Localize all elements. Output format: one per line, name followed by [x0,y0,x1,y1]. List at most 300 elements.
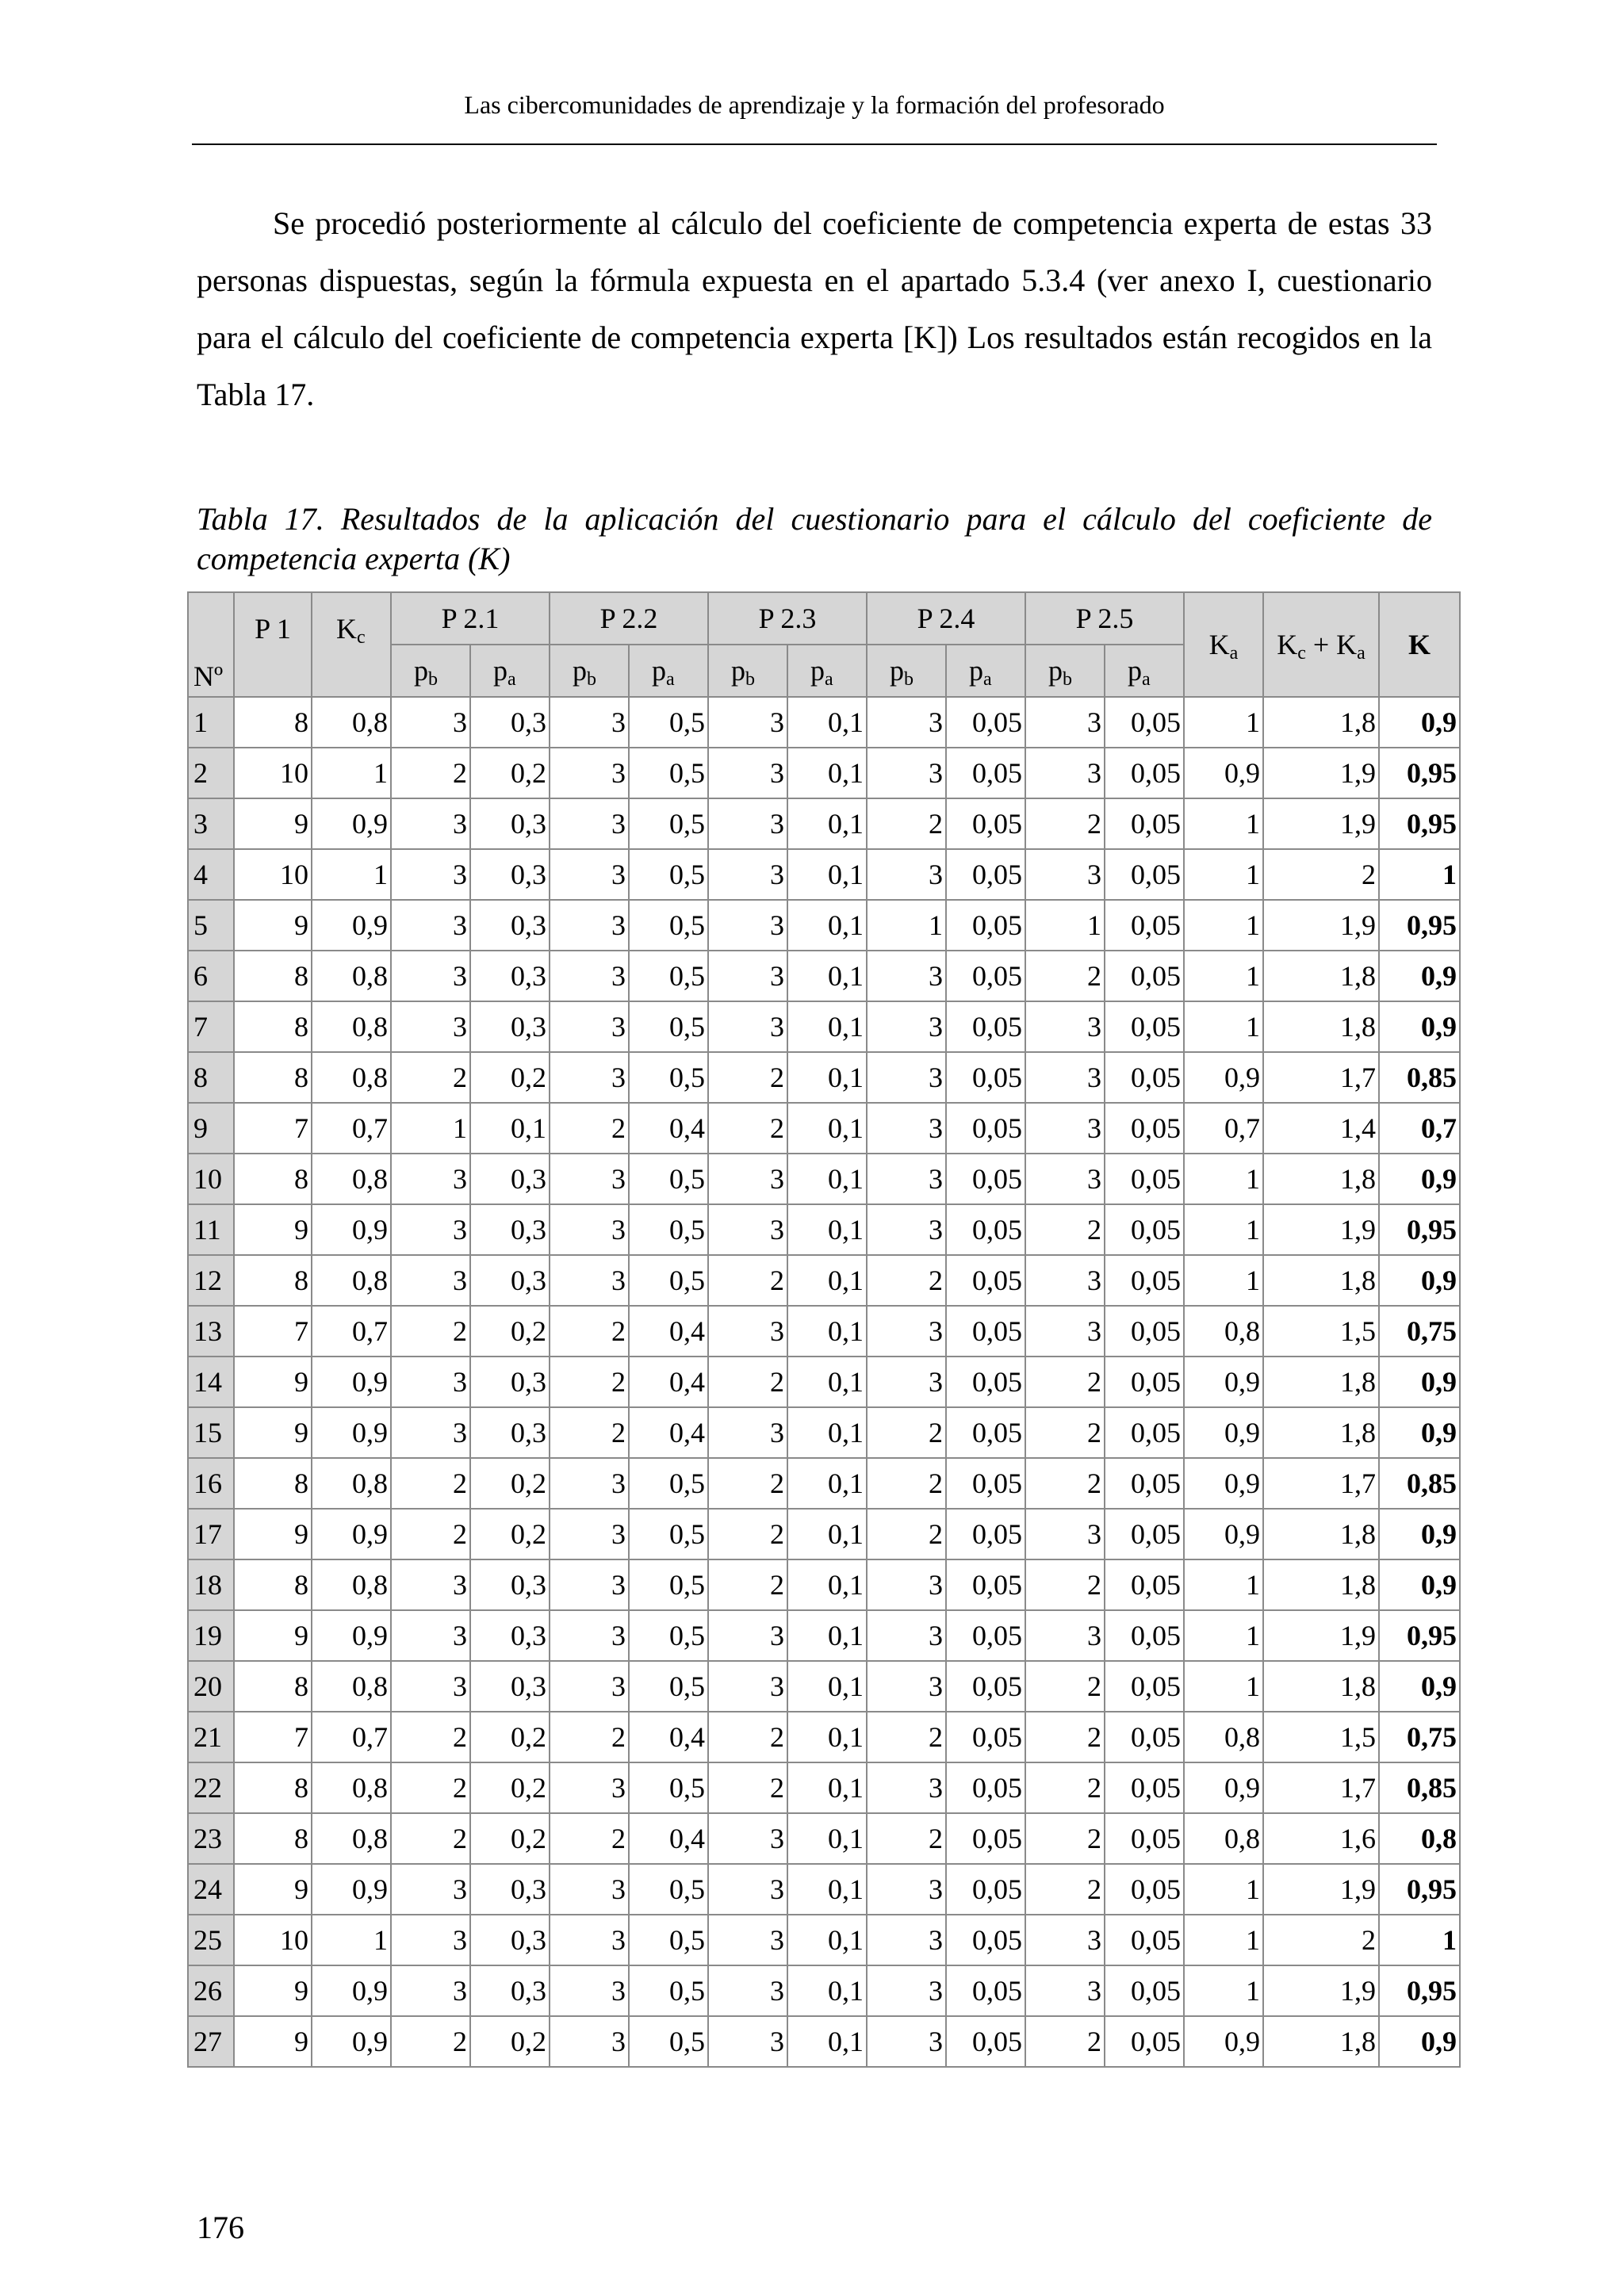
table-cell: 1 [1184,1610,1263,1661]
table-cell: 3 [867,2016,946,2067]
table-cell: 3 [550,1255,629,1306]
table-cell: 0,5 [629,697,708,748]
table-cell: 0,05 [1105,1255,1184,1306]
table-cell: 2 [1025,1357,1105,1407]
table-cell: 3 [1025,1255,1105,1306]
table-cell: 8 [234,1813,312,1864]
table-cell: 0,9 [312,1509,391,1559]
row-number-cell: 27 [188,2016,234,2067]
table-cell: 0,05 [946,798,1025,849]
table-cell: 0,1 [787,1255,867,1306]
table-cell: 3 [1025,1610,1105,1661]
table-cell: 0,8 [312,1052,391,1103]
row-number-cell: 4 [188,849,234,900]
col-header-pa-sub: a [983,669,992,690]
row-number-cell: 24 [188,1864,234,1915]
table-cell: 1,8 [1263,1255,1379,1306]
col-header-kc-plus-ka-k1: K [1277,629,1298,660]
table-cell: 3 [550,1661,629,1712]
table-cell: 0,1 [787,1509,867,1559]
table-row [188,1965,1460,2016]
table-cell: 0,8 [1184,1306,1263,1357]
table-cell: 3 [867,1864,946,1915]
table-cell: 0,9 [1184,1052,1263,1103]
table-cell: 0,5 [629,1610,708,1661]
table-cell: 1 [312,1915,391,1965]
col-header-pa-main: p [810,655,825,687]
table-cell: 3 [867,697,946,748]
table-row [188,1306,1460,1357]
table-cell: 0,3 [470,1357,550,1407]
col-header-pa-5 [1105,645,1184,697]
table-cell: 0,05 [1105,900,1184,951]
table-cell: 8 [234,1762,312,1813]
table-cell: 3 [391,1559,470,1610]
col-header-pa-sub: a [666,669,675,690]
table-cell: 0,8 [312,1001,391,1052]
col-header-pb-2 [550,645,629,697]
table-cell: 0,2 [470,1052,550,1103]
col-header-pa-3 [787,645,867,697]
col-group-p24: P 2.4 [867,592,1025,645]
table-cell: 3 [708,1306,787,1357]
table-cell: 10 [234,748,312,798]
table-cell: 3 [391,951,470,1001]
table-cell: 1 [1184,697,1263,748]
table-cell: 0,05 [946,1458,1025,1509]
table-cell: 0,9 [312,1357,391,1407]
table-cell: 3 [867,1915,946,1965]
table-cell: 1 [1184,1559,1263,1610]
table-cell: 3 [708,1204,787,1255]
table-cell: 3 [708,1864,787,1915]
col-header-pa-main: p [493,655,508,687]
k-value-cell: 0,9 [1379,1154,1460,1204]
table-cell: 1,7 [1263,1762,1379,1813]
table-cell: 0,1 [787,1407,867,1458]
row-number-cell: 20 [188,1661,234,1712]
table-cell: 3 [391,697,470,748]
table-cell: 0,4 [629,1103,708,1154]
table-cell: 0,7 [312,1306,391,1357]
col-header-pb-sub: b [1063,669,1072,690]
table-cell: 0,05 [946,1407,1025,1458]
table-cell: 0,4 [629,1813,708,1864]
table-cell: 0,5 [629,1204,708,1255]
table-cell: 1 [867,900,946,951]
table-cell: 3 [708,1154,787,1204]
table-cell: 0,5 [629,1001,708,1052]
table-cell: 0,5 [629,1154,708,1204]
table-cell: 0,5 [629,1509,708,1559]
row-number-cell: 6 [188,951,234,1001]
col-header-pa-main: p [652,655,666,687]
table-cell: 0,05 [946,1204,1025,1255]
table-cell: 0,5 [629,1965,708,2016]
table-cell: 3 [1025,1103,1105,1154]
table-cell: 2 [867,1813,946,1864]
table-cell: 0,2 [470,2016,550,2067]
table-cell: 0,05 [946,1509,1025,1559]
table-cell: 1,9 [1263,1965,1379,2016]
table-cell: 1,8 [1263,697,1379,748]
table-cell: 0,05 [1105,1001,1184,1052]
table-cell: 0,9 [312,1864,391,1915]
table-cell: 0,1 [787,1610,867,1661]
table-cell: 3 [1025,748,1105,798]
col-header-pb-sub: b [904,669,914,690]
table-row [188,1712,1460,1762]
col-header-pa-sub: a [825,669,833,690]
table-cell: 1,9 [1263,1610,1379,1661]
col-header-kc-main: K [336,613,357,645]
table-cell: 0,05 [1105,798,1184,849]
table-row [188,1661,1460,1712]
table-cell: 1 [1184,951,1263,1001]
col-header-kc-plus-ka [1263,592,1379,697]
k-value-cell: 0,95 [1379,1204,1460,1255]
table-row [188,697,1460,748]
table-cell: 0,3 [470,697,550,748]
table-cell: 0,5 [629,1559,708,1610]
col-header-pb-main: p [890,655,904,687]
table-cell: 0,8 [1184,1813,1263,1864]
table-cell: 0,3 [470,951,550,1001]
body-paragraph: Se procedió posteriormente al cálculo del coeficiente de competencia experta de estas 33 personas dispuestas, según la fórmula expuesta en el apartado 5.3.4 (ver anexo I, cuestionario para el cálculo del coeficiente de competencia experta [K]) Los resultados están recogidos en la Tabla 17. [197,205,1432,412]
table-cell: 0,1 [787,1001,867,1052]
table-cell: 2 [1025,1813,1105,1864]
table-cell: 3 [391,1864,470,1915]
table-cell: 0,3 [470,1864,550,1915]
competence-table [187,591,1461,2068]
table-cell: 1 [1184,1001,1263,1052]
table-cell: 0,9 [1184,2016,1263,2067]
table-cell: 2 [708,1052,787,1103]
col-header-pa-main: p [969,655,983,687]
col-header-p1: P 1 [234,592,312,697]
table-cell: 0,05 [1105,1965,1184,2016]
table-cell: 2 [708,1559,787,1610]
table-cell: 0,7 [312,1712,391,1762]
table-cell: 1,9 [1263,1864,1379,1915]
table-cell: 7 [234,1306,312,1357]
k-value-cell: 0,75 [1379,1306,1460,1357]
table-cell: 2 [867,1407,946,1458]
table-cell: 0,7 [312,1103,391,1154]
table-cell: 0,1 [787,1306,867,1357]
table-cell: 9 [234,1204,312,1255]
table-cell: 0,3 [470,1407,550,1458]
table-cell: 1,4 [1263,1103,1379,1154]
table-cell: 3 [867,1559,946,1610]
table-cell: 2 [391,1458,470,1509]
table-cell: 3 [550,1458,629,1509]
table-cell: 2 [391,2016,470,2067]
table-cell: 1,6 [1263,1813,1379,1864]
table-cell: 0,3 [470,900,550,951]
table-cell: 2 [391,748,470,798]
table-cell: 0,1 [787,1103,867,1154]
table-cell: 0,9 [1184,1509,1263,1559]
table-cell: 0,3 [470,798,550,849]
k-value-cell: 0,95 [1379,798,1460,849]
table-cell: 2 [1263,849,1379,900]
table-cell: 0,05 [946,748,1025,798]
col-header-pa-1 [470,645,550,697]
table-cell: 0,5 [629,849,708,900]
row-number-cell: 3 [188,798,234,849]
col-header-pa-main: p [1128,655,1142,687]
table-row [188,1509,1460,1559]
k-value-cell: 0,8 [1379,1813,1460,1864]
table-cell: 3 [550,1204,629,1255]
k-value-cell: 0,95 [1379,748,1460,798]
table-cell: 0,05 [946,1610,1025,1661]
table-cell: 9 [234,1610,312,1661]
table-cell: 1 [312,849,391,900]
table-cell: 0,05 [1105,849,1184,900]
table-cell: 7 [234,1712,312,1762]
table-cell: 2 [391,1306,470,1357]
row-number-cell: 9 [188,1103,234,1154]
table-cell: 3 [391,798,470,849]
table-cell: 3 [708,1915,787,1965]
table-cell: 10 [234,849,312,900]
table-cell: 1,8 [1263,1154,1379,1204]
table-cell: 0,3 [470,1610,550,1661]
table-row [188,1052,1460,1103]
table-cell: 1,9 [1263,900,1379,951]
table-cell: 0,1 [787,1813,867,1864]
col-header-kc [312,592,391,697]
table-cell: 0,1 [787,1712,867,1762]
table-cell: 8 [234,1255,312,1306]
table-cell: 3 [391,1357,470,1407]
table-cell: 2 [867,1255,946,1306]
col-header-pb-sub: b [428,669,438,690]
table-cell: 0,05 [1105,1915,1184,1965]
table-cell: 3 [1025,1154,1105,1204]
table-cell: 0,4 [629,1306,708,1357]
table-cell: 0,8 [312,697,391,748]
table-cell: 7 [234,1103,312,1154]
table-cell: 3 [550,697,629,748]
table-cell: 1,8 [1263,1001,1379,1052]
table-cell: 2 [550,1407,629,1458]
table-cell: 8 [234,1661,312,1712]
table-cell: 0,1 [787,849,867,900]
table-cell: 1,8 [1263,1357,1379,1407]
table-cell: 0,9 [312,2016,391,2067]
table-cell: 1,8 [1263,1407,1379,1458]
table-cell: 0,9 [1184,1407,1263,1458]
col-group-p21: P 2.1 [391,592,550,645]
k-value-cell: 0,75 [1379,1712,1460,1762]
k-value-cell: 0,9 [1379,1559,1460,1610]
table-cell: 2 [550,1103,629,1154]
table-cell: 3 [550,951,629,1001]
table-cell: 2 [867,1712,946,1762]
table-cell: 0,5 [629,900,708,951]
row-number-cell: 23 [188,1813,234,1864]
table-container [187,591,1461,2068]
table-cell: 2 [708,1712,787,1762]
table-cell: 0,05 [946,2016,1025,2067]
table-row [188,1559,1460,1610]
table-row [188,1458,1460,1509]
table-cell: 0,05 [1105,951,1184,1001]
table-cell: 0,8 [312,1458,391,1509]
table-cell: 0,5 [629,951,708,1001]
table-cell: 0,1 [787,748,867,798]
k-value-cell: 0,95 [1379,1864,1460,1915]
table-cell: 2 [708,1255,787,1306]
table-cell: 3 [867,748,946,798]
table-cell: 0,2 [470,1306,550,1357]
table-cell: 3 [550,1052,629,1103]
row-number-cell: 21 [188,1712,234,1762]
table-cell: 8 [234,1052,312,1103]
table-cell: 1,7 [1263,1052,1379,1103]
table-cell: 0,05 [1105,697,1184,748]
table-cell: 3 [708,798,787,849]
table-row [188,1813,1460,1864]
col-header-pb-sub: b [587,669,596,690]
table-cell: 3 [708,951,787,1001]
table-cell: 3 [867,1103,946,1154]
table-cell: 0,05 [1105,1458,1184,1509]
k-value-cell: 0,9 [1379,1357,1460,1407]
col-header-kc-plus-ka-k2: + K [1305,629,1358,660]
table-row [188,1204,1460,1255]
table-cell: 0,05 [1105,1712,1184,1762]
table-row [188,1001,1460,1052]
table-cell: 0,05 [1105,2016,1184,2067]
table-cell: 9 [234,1509,312,1559]
table-cell: 10 [234,1915,312,1965]
table-cell: 2 [1025,798,1105,849]
table-cell: 3 [867,1204,946,1255]
col-header-ka-sub: a [1229,643,1239,664]
col-group-p23: P 2.3 [708,592,867,645]
table-cell: 0,2 [470,1458,550,1509]
table-cell: 0,9 [312,1407,391,1458]
table-cell: 3 [550,1509,629,1559]
table-cell: 2 [1025,2016,1105,2067]
table-cell: 0,05 [1105,1154,1184,1204]
table-cell: 0,8 [312,1559,391,1610]
table-cell: 3 [867,1154,946,1204]
table-cell: 3 [391,1661,470,1712]
table-cell: 0,05 [946,1559,1025,1610]
table-cell: 1 [1184,798,1263,849]
table-cell: 3 [391,849,470,900]
table-cell: 0,05 [1105,1509,1184,1559]
table-cell: 0,5 [629,1661,708,1712]
col-header-kc-plus-ka-s2: a [1357,643,1365,664]
table-cell: 2 [708,1509,787,1559]
table-cell: 0,8 [312,1154,391,1204]
table-cell: 0,4 [629,1357,708,1407]
table-cell: 3 [708,1610,787,1661]
k-value-cell: 0,9 [1379,951,1460,1001]
table-body [188,697,1460,2067]
row-number-cell: 19 [188,1610,234,1661]
k-value-cell: 1 [1379,1915,1460,1965]
table-cell: 9 [234,2016,312,2067]
table-cell: 0,9 [312,798,391,849]
table-cell: 0,1 [787,1762,867,1813]
table-cell: 0,05 [946,1813,1025,1864]
table-cell: 1 [1184,1915,1263,1965]
table-cell: 3 [550,1559,629,1610]
page-number: 176 [197,2210,244,2245]
row-number-cell: 8 [188,1052,234,1103]
table-cell: 9 [234,1357,312,1407]
table-row [188,951,1460,1001]
k-value-cell: 0,85 [1379,1052,1460,1103]
row-number-cell: 25 [188,1915,234,1965]
table-cell: 2 [1025,1559,1105,1610]
table-cell: 1,8 [1263,951,1379,1001]
row-number-cell: 17 [188,1509,234,1559]
table-row [188,1610,1460,1661]
table-cell: 2 [550,1712,629,1762]
table-cell: 3 [391,1407,470,1458]
col-header-ka [1184,592,1263,697]
col-header-pb-1 [391,645,470,697]
table-cell: 0,9 [312,900,391,951]
table-cell: 9 [234,1965,312,2016]
table-cell: 0,1 [787,1204,867,1255]
k-value-cell: 0,9 [1379,1255,1460,1306]
table-cell: 0,05 [946,1357,1025,1407]
table-cell: 0,3 [470,849,550,900]
table-cell: 1 [1184,1965,1263,2016]
table-cell: 0,8 [312,1762,391,1813]
table-cell: 0,05 [946,697,1025,748]
table-cell: 0,8 [312,1255,391,1306]
table-cell: 3 [550,849,629,900]
table-cell: 3 [708,849,787,900]
row-number-cell: 13 [188,1306,234,1357]
row-number-cell: 7 [188,1001,234,1052]
table-cell: 0,3 [470,1915,550,1965]
table-row [188,900,1460,951]
table-cell: 0,05 [1105,748,1184,798]
table-cell: 1,8 [1263,2016,1379,2067]
table-cell: 0,1 [787,1559,867,1610]
table-cell: 3 [708,697,787,748]
col-header-pb-main: p [573,655,587,687]
running-header: Las cibercomunidades de aprendizaje y la formación del profesorado [464,90,1165,119]
table-cell: 1,9 [1263,1204,1379,1255]
table-cell: 3 [708,900,787,951]
table-cell: 3 [867,1306,946,1357]
table-cell: 2 [550,1813,629,1864]
table-cell: 3 [550,2016,629,2067]
table-cell: 1 [1184,1255,1263,1306]
table-cell: 0,8 [312,1813,391,1864]
table-cell: 2 [550,1357,629,1407]
table-cell: 0,05 [946,1154,1025,1204]
table-row [188,1154,1460,1204]
k-value-cell: 0,7 [1379,1103,1460,1154]
k-value-cell: 0,95 [1379,900,1460,951]
table-cell: 0,5 [629,1762,708,1813]
table-cell: 3 [391,1255,470,1306]
table-cell: 8 [234,1001,312,1052]
